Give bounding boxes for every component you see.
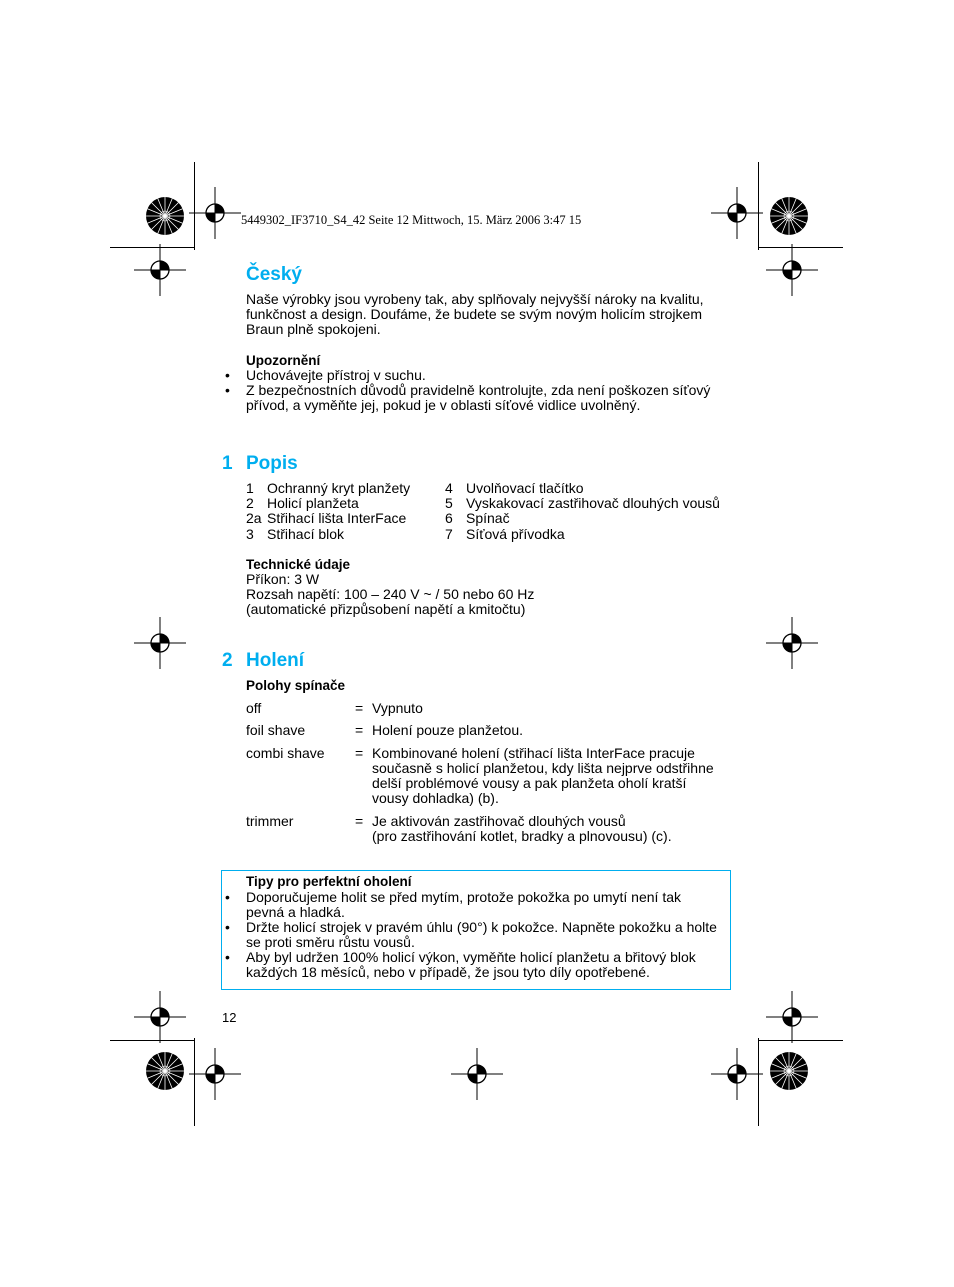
registration-mark-icon: [134, 244, 186, 296]
item-text: Síťová přívodka: [466, 526, 565, 542]
tips-list: [246, 890, 726, 980]
item-number: 5: [445, 495, 453, 511]
list-item: [246, 496, 359, 511]
section-title: Holení: [246, 650, 305, 671]
registration-mark-icon: [766, 617, 818, 669]
switch-value: [372, 814, 742, 844]
text-line: současně s holicí planžetou, kdy lišta nejprve odstřihne: [372, 760, 714, 776]
list-item: [246, 950, 726, 980]
item-text: Uvolňovací tlačítko: [466, 480, 584, 496]
text-line: • Uchovávejte přístroj v suchu.: [246, 367, 426, 383]
registration-mark-icon: [711, 1048, 763, 1100]
registration-mark-icon: [189, 1048, 241, 1100]
text-line: Vypnuto: [372, 700, 423, 716]
tech-heading: Technické údaje: [246, 557, 351, 572]
text-line: • Doporučujeme holit se před mytím, protože pokožka po umytí není tak: [246, 889, 681, 905]
text-line: Příkon: 3 W: [246, 571, 320, 587]
section-number: 2: [222, 650, 233, 671]
item-text: Spínač: [466, 510, 510, 526]
text-line: přívod, a vyměňte jej, pokud je v oblasti síťové vidlice uvolněný.: [246, 397, 641, 413]
text-line: • Aby byl udržen 100% holicí výkon, vyměňte holicí planžetu a břitový blok: [246, 949, 696, 965]
list-item: [445, 527, 565, 542]
list-item: [246, 920, 726, 950]
section-heading-holeni: [222, 650, 304, 672]
registration-mark-icon: [189, 187, 241, 239]
text-line: • Držte holicí strojek v pravém úhlu (90°) k pokožce. Napněte pokožku a holte: [246, 919, 717, 935]
text-line: Rozsah napětí: 100 – 240 V ~ / 50 nebo 60 Hz: [246, 586, 535, 602]
language-title: Český: [246, 264, 302, 285]
warning-list: [246, 368, 756, 413]
list-item: [246, 527, 344, 542]
registration-mark-icon: [451, 1048, 503, 1100]
text-line: Braun plně spokojeni.: [246, 321, 381, 337]
section-heading-popis: [222, 453, 298, 475]
item-text: Střihací blok: [267, 526, 345, 542]
list-item: [445, 481, 584, 496]
sunburst-target-icon: [146, 1052, 184, 1090]
text-line: se proti směru růstu vousů.: [246, 934, 415, 950]
tips-heading: Tipy pro perfektní oholení: [246, 874, 412, 889]
registration-mark-icon: [766, 244, 818, 296]
text-line: • Z bezpečnostních důvodů pravidelně kontrolujte, zda není poškozen síťový: [246, 382, 711, 398]
item-number: 2: [246, 495, 254, 511]
item-number: 6: [445, 510, 453, 526]
switch-value: [372, 723, 742, 738]
page-number: 12: [222, 1010, 237, 1025]
item-text: Holicí planžeta: [267, 495, 359, 511]
item-number: 7: [445, 526, 453, 542]
section-title: Popis: [246, 453, 298, 474]
sunburst-target-icon: [146, 197, 184, 235]
text-line: Je aktivován zastřihovač dlouhých vousů: [372, 813, 626, 829]
item-number: 2a: [246, 510, 262, 526]
text-line: funkčnost a design. Doufáme, že budete se svým novým holicím strojkem: [246, 306, 702, 322]
list-item: [246, 481, 410, 496]
tech-specs: [246, 572, 736, 617]
sunburst-target-icon: [770, 197, 808, 235]
equals-sign: =: [355, 745, 364, 761]
text-line: každých 18 měsíců, nebo v případě, že jsou tyto díly opotřebené.: [246, 964, 650, 980]
sunburst-target-icon: [770, 1052, 808, 1090]
switch-key: off: [246, 700, 262, 716]
switch-heading: Polohy spínače: [246, 678, 346, 693]
print-header: 5449302_IF3710_S4_42 Seite 12 Mittwoch, 15. März 2006 3:47 15: [241, 213, 582, 227]
switch-value: [372, 701, 742, 716]
list-item: [246, 368, 756, 383]
equals-sign: =: [355, 700, 364, 716]
text-line: Holení pouze planžetou.: [372, 722, 523, 738]
equals-sign: =: [355, 813, 364, 829]
intro-paragraph: [246, 292, 736, 337]
text-line: (pro zastřihování kotlet, bradky a plnovousu) (c).: [372, 828, 672, 844]
switch-key: combi shave: [246, 745, 325, 761]
switch-value: [372, 746, 742, 806]
text-line: Kombinované holení (střihací lišta InterFace pracuje: [372, 745, 695, 761]
registration-mark-icon: [766, 991, 818, 1043]
equals-sign: =: [355, 722, 364, 738]
list-item: [445, 511, 510, 526]
switch-key: trimmer: [246, 813, 294, 829]
section-number: 1: [222, 453, 233, 474]
item-text: Střihací lišta InterFace: [267, 510, 407, 526]
list-item: [246, 511, 406, 526]
list-item: [246, 890, 726, 920]
item-number: 3: [246, 526, 254, 542]
item-text: Vyskakovací zastřihovač dlouhých vousů: [466, 495, 720, 511]
list-item: [246, 383, 756, 413]
item-number: 1: [246, 480, 254, 496]
warning-heading: Upozornění: [246, 353, 321, 368]
item-number: 4: [445, 480, 453, 496]
item-text: Ochranný kryt planžety: [267, 480, 411, 496]
text-line: delší problémové vousy a pak planžeta oholí kratší: [372, 775, 687, 791]
switch-key: foil shave: [246, 722, 306, 738]
text-line: (automatické přizpůsobení napětí a kmitočtu): [246, 601, 526, 617]
text-line: pevná a hladká.: [246, 904, 345, 920]
registration-mark-icon: [711, 187, 763, 239]
registration-mark-icon: [134, 617, 186, 669]
list-item: [445, 496, 720, 511]
text-line: vousy dohladka) (b).: [372, 790, 499, 806]
text-line: Naše výrobky jsou vyrobeny tak, aby splňovaly nejvyšší nároky na kvalitu,: [246, 291, 704, 307]
registration-mark-icon: [134, 991, 186, 1043]
